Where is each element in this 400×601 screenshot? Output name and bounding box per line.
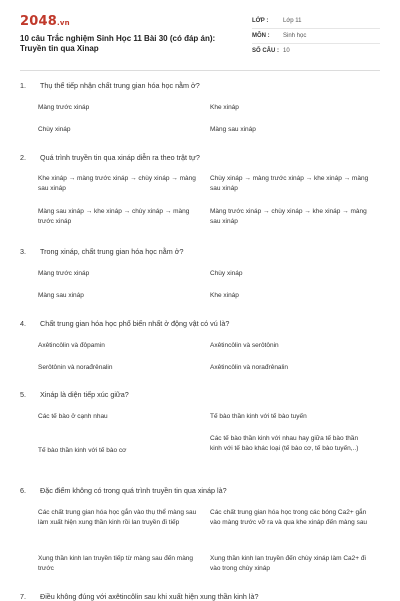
option-b[interactable]: Chùy xináp [210,270,243,277]
question-stem [20,390,380,399]
option-a[interactable]: Axêtincôlin và đôpamin [38,342,105,349]
question-number: 7. [20,592,26,601]
option-b[interactable]: Tế bào thần kinh với tế bào tuyến [210,413,307,420]
question-number: 2. [20,153,26,162]
meta-label: MÔN : [252,33,270,39]
meta-row-class [252,14,380,29]
meta-value: 10 [283,48,290,54]
meta-row-count [252,44,380,58]
question-number: 4. [20,319,26,328]
question-stem [20,486,380,495]
option-b[interactable]: Axêtincôlin và serôtônin [210,342,279,349]
option-c[interactable]: Chùy xináp [38,126,71,133]
meta-label: LỚP : [252,18,269,24]
option-b[interactable]: Khe xináp [210,104,239,111]
question-text: Xináp là diện tiếp xúc giữa? [40,390,129,399]
option-b[interactable]: Chùy xináp → màng trước xináp → khe xináp → màng sau xináp [210,175,369,192]
option-a[interactable]: Màng trước xináp [38,104,90,111]
option-d[interactable]: Axêtincôlin và norađrênalin [210,364,289,371]
question-text: Chất trung gian hóa học phổ biến nhất ở động vật có vú là? [40,319,230,328]
logo-suffix: .vn [56,19,70,27]
question-1 [20,81,380,141]
meta-row-subject [252,29,380,44]
option-a[interactable]: Màng trước xináp [38,270,90,277]
meta-value: Lớp 11 [283,18,302,24]
meta-label: SỐ CÂU : [252,48,279,54]
option-d[interactable]: Màng sau xináp [210,126,256,133]
option-d[interactable]: Khe xináp [210,292,239,299]
question-stem [20,247,380,256]
question-3 [20,247,380,307]
question-number: 5. [20,390,26,399]
question-stem [20,153,380,162]
question-text: Điều không đúng với axêtincôlin sau khi xuất hiện xung thần kinh là? [40,592,259,601]
option-a[interactable]: Khe xináp → màng trước xináp → chùy xináp → màng sau xináp [38,175,196,192]
page-title: 10 câu Trắc nghiệm Sinh Học 11 Bài 30 (có đáp án): Truyền tin qua Xinap [20,34,216,53]
option-a[interactable]: Các chất trung gian hóa học gắn vào thụ thể màng sau làm xuất hiện xung thần kinh rồi lan truyền đi tiếp [38,509,197,526]
option-b[interactable]: Các chất trung gian hóa học trong các bóng Ca2+ gắn vào màng trước vỡ ra và qua khe xináp đến màng sau [210,509,368,526]
question-text: Thụ thể tiếp nhận chất trung gian hóa học nằm ở? [40,81,200,90]
question-text: Trong xináp, chất trung gian hóa học nằm ở? [40,247,184,256]
meta-table [252,14,380,58]
question-stem [20,81,380,90]
logo-main: 2048 [20,14,57,29]
question-number: 6. [20,486,26,495]
option-c[interactable]: Serôtônin và norađrênalin [38,364,113,371]
option-d[interactable]: Xung thần kinh lan truyền đến chùy xináp làm Ca2+ đi vào trong chùy xináp [210,555,366,572]
option-d[interactable]: Màng trước xináp → chùy xináp → khe xináp → màng sau xináp [210,208,367,225]
site-logo[interactable] [20,14,70,29]
question-text: Quá trình truyền tin qua xináp diễn ra theo trật tự? [40,153,200,162]
option-c[interactable]: Màng sau xináp [38,292,84,299]
question-4 [20,319,380,379]
option-c[interactable]: Màng sau xináp → khe xináp → chùy xináp → màng trước xináp [38,208,190,225]
option-c[interactable]: Tế bào thần kinh với tế bào cơ [38,447,127,454]
question-6 [20,486,380,586]
option-c[interactable]: Xung thần kinh lan truyền tiếp từ màng sau đến màng trước [38,555,194,572]
question-stem [20,319,380,328]
question-number: 3. [20,247,26,256]
question-number: 1. [20,81,26,90]
question-5 [20,390,380,475]
question-7 [20,592,380,600]
question-text: Đặc điểm không có trong quá trình truyền tin qua xináp là? [40,486,227,495]
question-2 [20,153,380,233]
option-a[interactable]: Các tế bào ở cạnh nhau [38,413,108,420]
meta-value: Sinh học [283,33,307,39]
header-divider [20,70,380,71]
page-header [0,0,400,70]
option-d[interactable]: Các tế bào thần kinh với nhau hay giữa tế bào thần kinh với tế bào khác loại (tế bào cơ, tế bào tuyến,..) [210,435,359,452]
